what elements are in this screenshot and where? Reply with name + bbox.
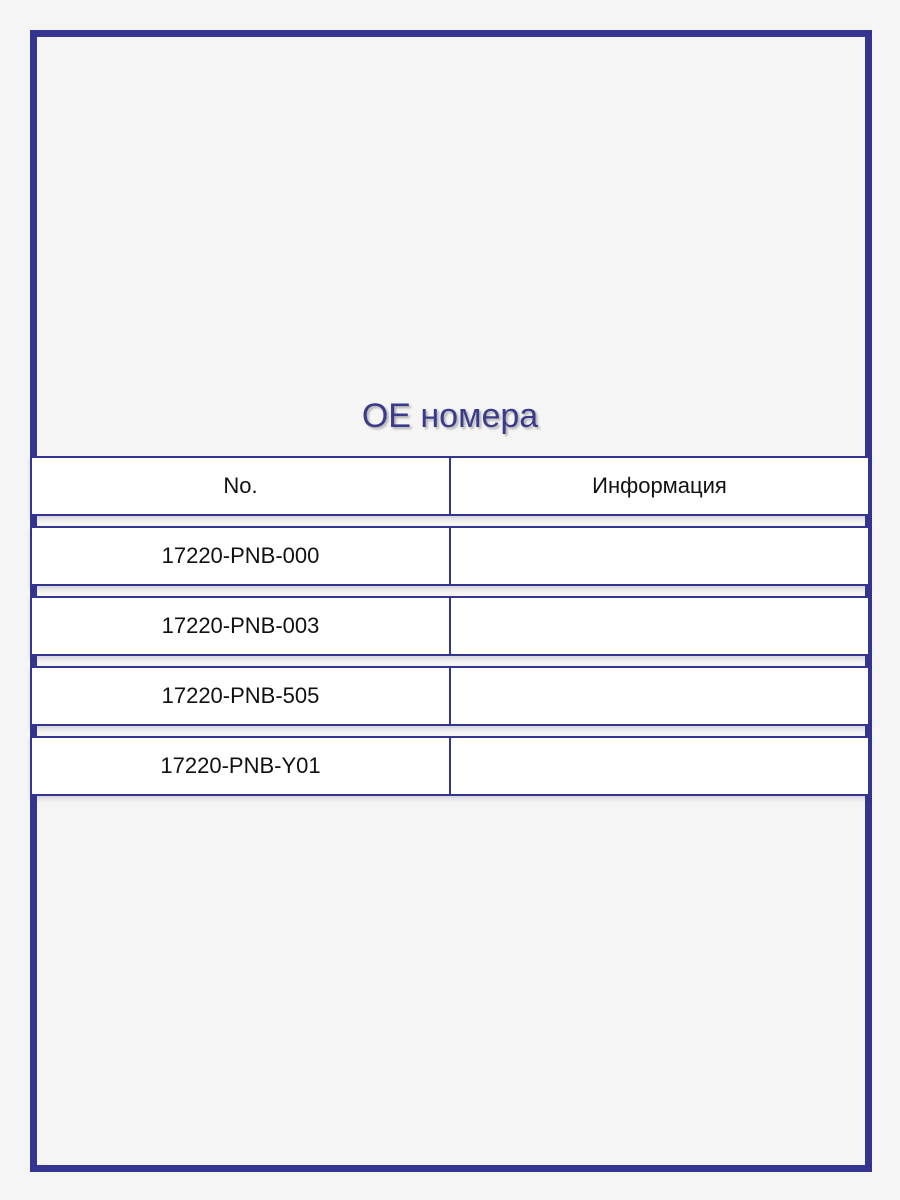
part-number-cell: 17220-PNB-003 [32,598,451,654]
part-number-cell: 17220-PNB-505 [32,668,451,724]
info-cell [451,668,868,724]
table-row [30,666,870,726]
table-row [30,526,870,586]
table-row [30,736,870,796]
part-number-cell: 17220-PNB-000 [32,528,451,584]
table-header-row [30,456,870,516]
header-info: Информация [592,473,727,498]
header-number: No. [32,458,451,514]
part-number-cell: 17220-PNB-Y01 [32,738,451,794]
info-cell [451,598,868,654]
info-cell [451,738,868,794]
page-title: OE номера [361,397,539,435]
info-cell [451,528,868,584]
table-row [30,596,870,656]
